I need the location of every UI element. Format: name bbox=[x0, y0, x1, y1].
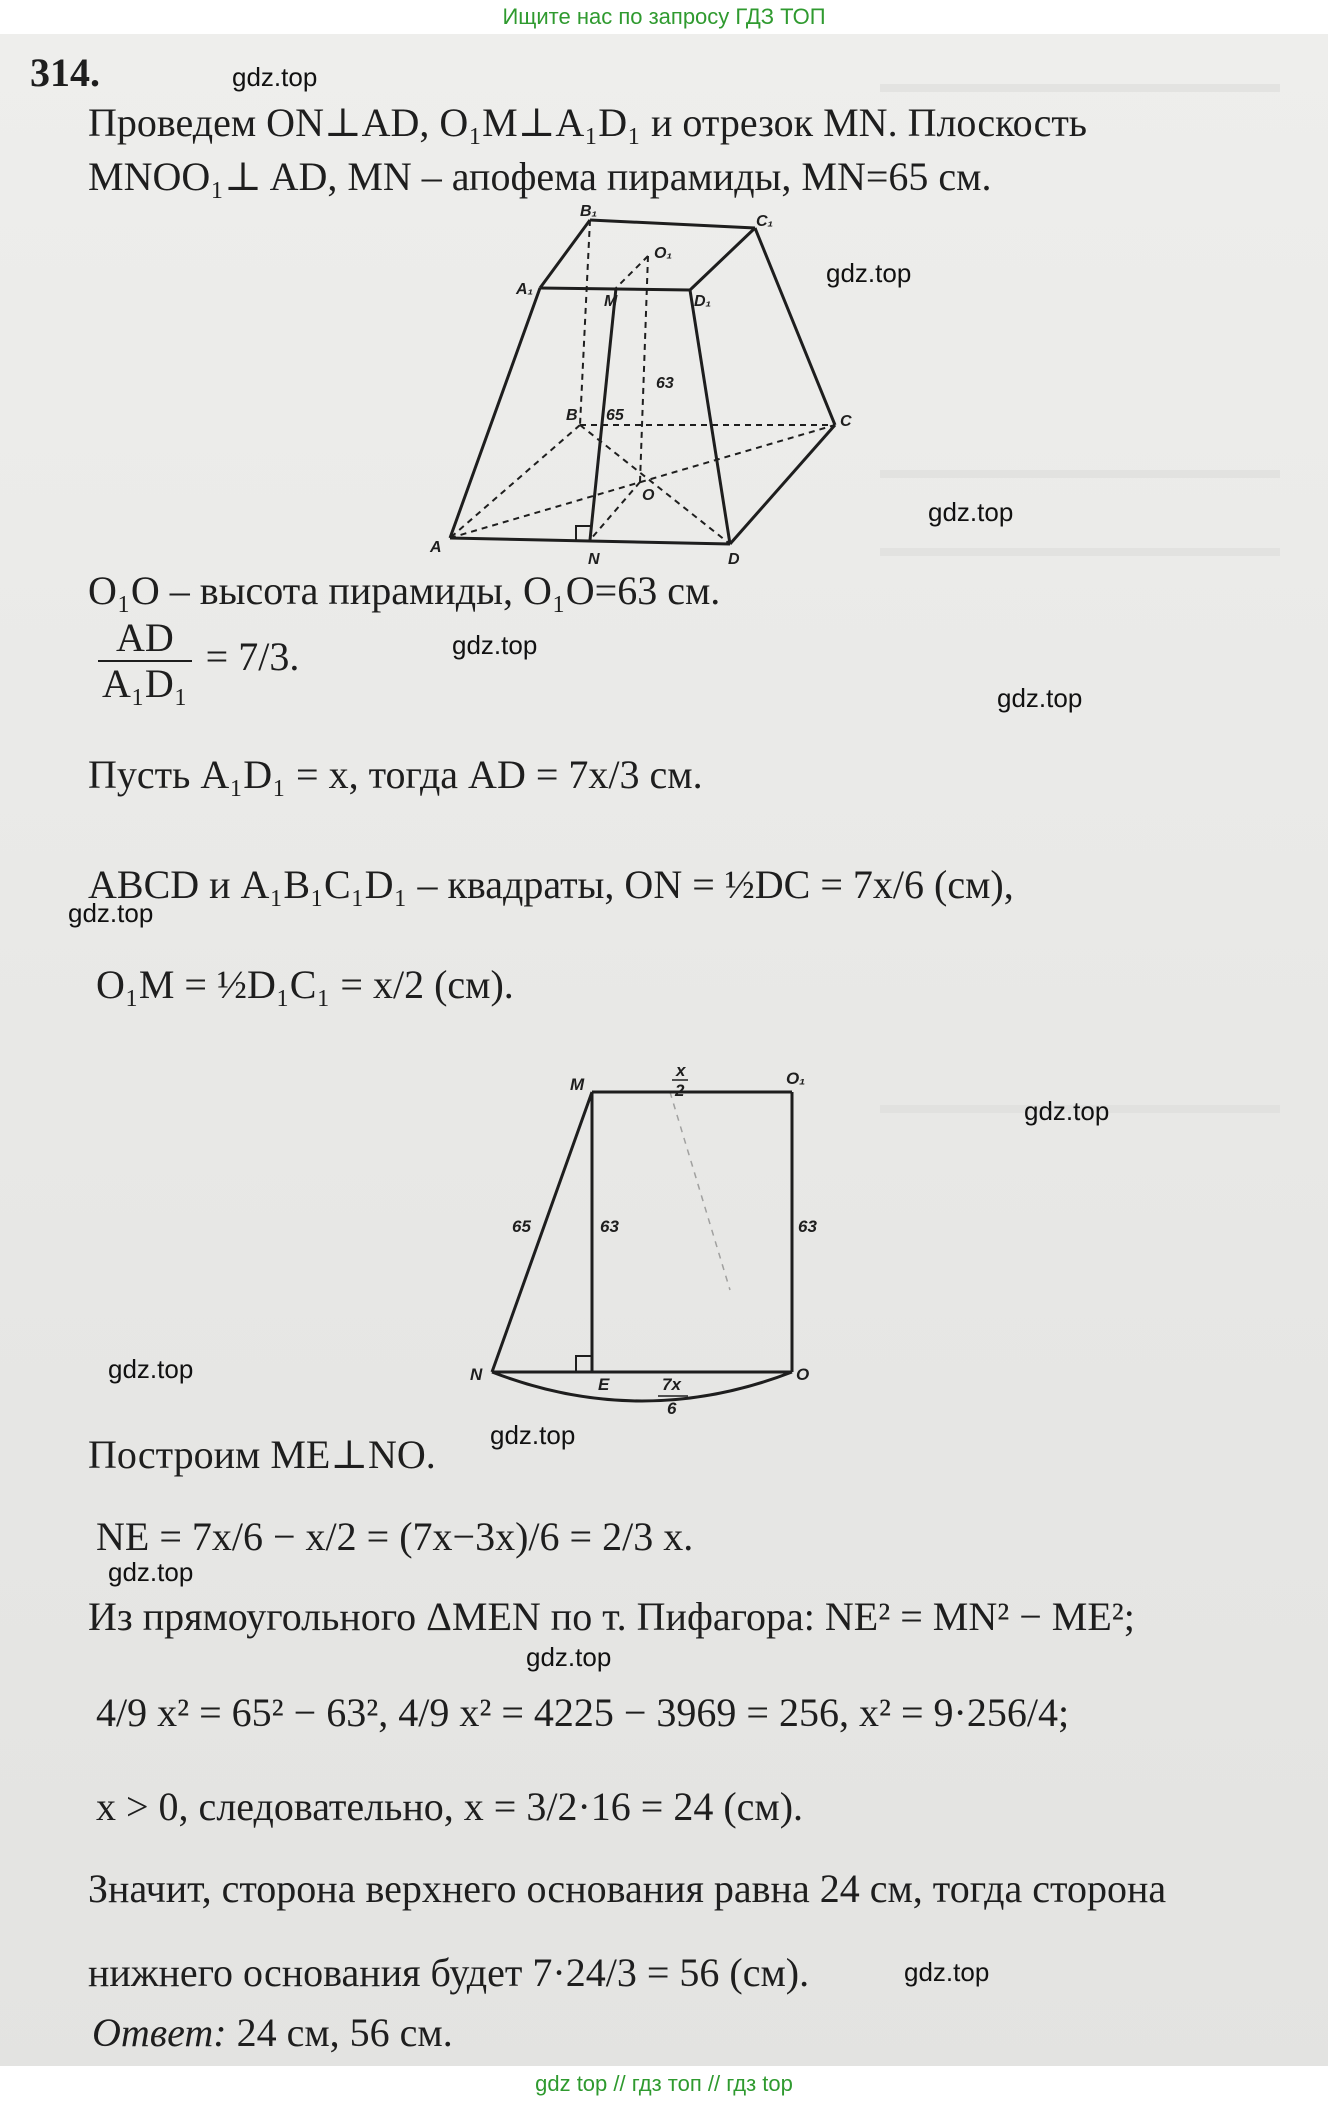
squares-line: ABCD и A₁B₁C₁D₁ – квадраты, ON = ½DC = 7x/6 (см), bbox=[88, 862, 1014, 907]
conclusion-line-2: нижнего основания будет 7·24/3 = 56 (см). bbox=[88, 1950, 810, 1995]
ne-line: NE = 7x/6 − x/2 = (7x−3x)/6 = 2/3 x. bbox=[96, 1514, 694, 1559]
label-top-x: x bbox=[676, 1061, 686, 1080]
section-figure bbox=[470, 1060, 870, 1418]
watermark: gdz.top bbox=[232, 62, 318, 92]
label-o: O bbox=[796, 1365, 810, 1384]
x-line: x > 0, следовательно, x = 3/2·16 = 24 (см). bbox=[96, 1784, 804, 1829]
height-line: O₁O – высота пирамиды, O₁O=63 см. bbox=[88, 568, 721, 613]
answer-value: 24 см, 56 см. bbox=[236, 2010, 453, 2055]
label-n: N bbox=[470, 1365, 483, 1384]
label-oo1: 63 bbox=[798, 1217, 817, 1236]
footer-links[interactable]: gdz top // гдз топ // гдз top bbox=[0, 2066, 1328, 2102]
intro-line-2: MNOO₁⊥ AD, MN – апофема пирамиды, MN=65 см. bbox=[88, 154, 992, 199]
watermark: gdz.top bbox=[108, 1354, 194, 1384]
point-n: N bbox=[588, 551, 600, 568]
point-m: M bbox=[604, 293, 618, 310]
label-bottom-den: 6 bbox=[667, 1399, 677, 1418]
vertex-a1: A₁ bbox=[516, 281, 534, 298]
ratio-line bbox=[94, 616, 299, 706]
apothem-label: 65 bbox=[606, 407, 624, 424]
ratio-numerator: AD bbox=[98, 616, 192, 662]
vertex-a: A bbox=[430, 539, 442, 556]
vertex-c1: C₁ bbox=[756, 213, 774, 230]
answer-line bbox=[92, 2010, 453, 2056]
height-label: 63 bbox=[656, 375, 674, 392]
pythagoras-line: Из прямоугольного ΔMEN по т. Пифагора: NE² = MN² − ME²; bbox=[88, 1594, 1135, 1639]
watermark: gdz.top bbox=[452, 630, 538, 660]
answer-label: Ответ: bbox=[92, 2010, 227, 2055]
watermark: gdz.top bbox=[490, 1420, 576, 1450]
watermark: gdz.top bbox=[928, 497, 1014, 527]
frustum-figure bbox=[430, 200, 870, 570]
watermark: gdz.top bbox=[904, 1957, 990, 1987]
conclusion-line-1: Значит, сторона верхнего основания равна 24 см, тогда сторона bbox=[88, 1866, 1167, 1911]
watermark: gdz.top bbox=[1024, 1096, 1110, 1126]
watermark: gdz.top bbox=[826, 258, 912, 288]
ratio-rhs: = 7/3. bbox=[205, 634, 300, 680]
let-line: Пусть A₁D₁ = x, тогда AD = 7x/3 см. bbox=[88, 752, 703, 797]
build-line: Построим ME⊥NO. bbox=[88, 1432, 436, 1477]
vertex-b: B bbox=[566, 407, 578, 424]
label-top-2: 2 bbox=[675, 1081, 685, 1100]
point-o1: O₁ bbox=[654, 245, 673, 262]
watermark: gdz.top bbox=[68, 898, 154, 928]
problem-number: 314. bbox=[30, 50, 100, 95]
label-me: 63 bbox=[600, 1217, 619, 1236]
o1m-line: O₁M = ½D₁C₁ = x/2 (см). bbox=[96, 962, 514, 1007]
equation-line: 4/9 x² = 65² − 63², 4/9 x² = 4225 − 3969 = 256, x² = 9·256/4; bbox=[96, 1690, 1070, 1735]
watermark: gdz.top bbox=[108, 1557, 194, 1587]
watermark: gdz.top bbox=[997, 683, 1083, 713]
vertex-d1: D₁ bbox=[694, 293, 712, 310]
label-bottom-num: 7x bbox=[662, 1375, 681, 1394]
ratio-denominator: A₁D₁ bbox=[102, 661, 188, 706]
label-m: M bbox=[570, 1075, 585, 1094]
label-e: E bbox=[598, 1375, 610, 1394]
vertex-c: C bbox=[840, 413, 852, 430]
search-banner[interactable]: Ищите нас по запросу ГДЗ ТОП bbox=[0, 0, 1328, 34]
label-mn: 65 bbox=[512, 1217, 531, 1236]
ratio-fraction bbox=[98, 616, 192, 706]
watermark: gdz.top bbox=[526, 1642, 612, 1672]
intro-line-1: Проведем ON⊥AD, O₁M⊥A₁D₁ и отрезок MN. Плоскость bbox=[88, 100, 1088, 145]
vertex-d: D bbox=[728, 551, 740, 568]
vertex-b1: B₁ bbox=[580, 203, 598, 220]
point-o: O bbox=[642, 487, 655, 504]
label-o1: O₁ bbox=[786, 1069, 806, 1088]
